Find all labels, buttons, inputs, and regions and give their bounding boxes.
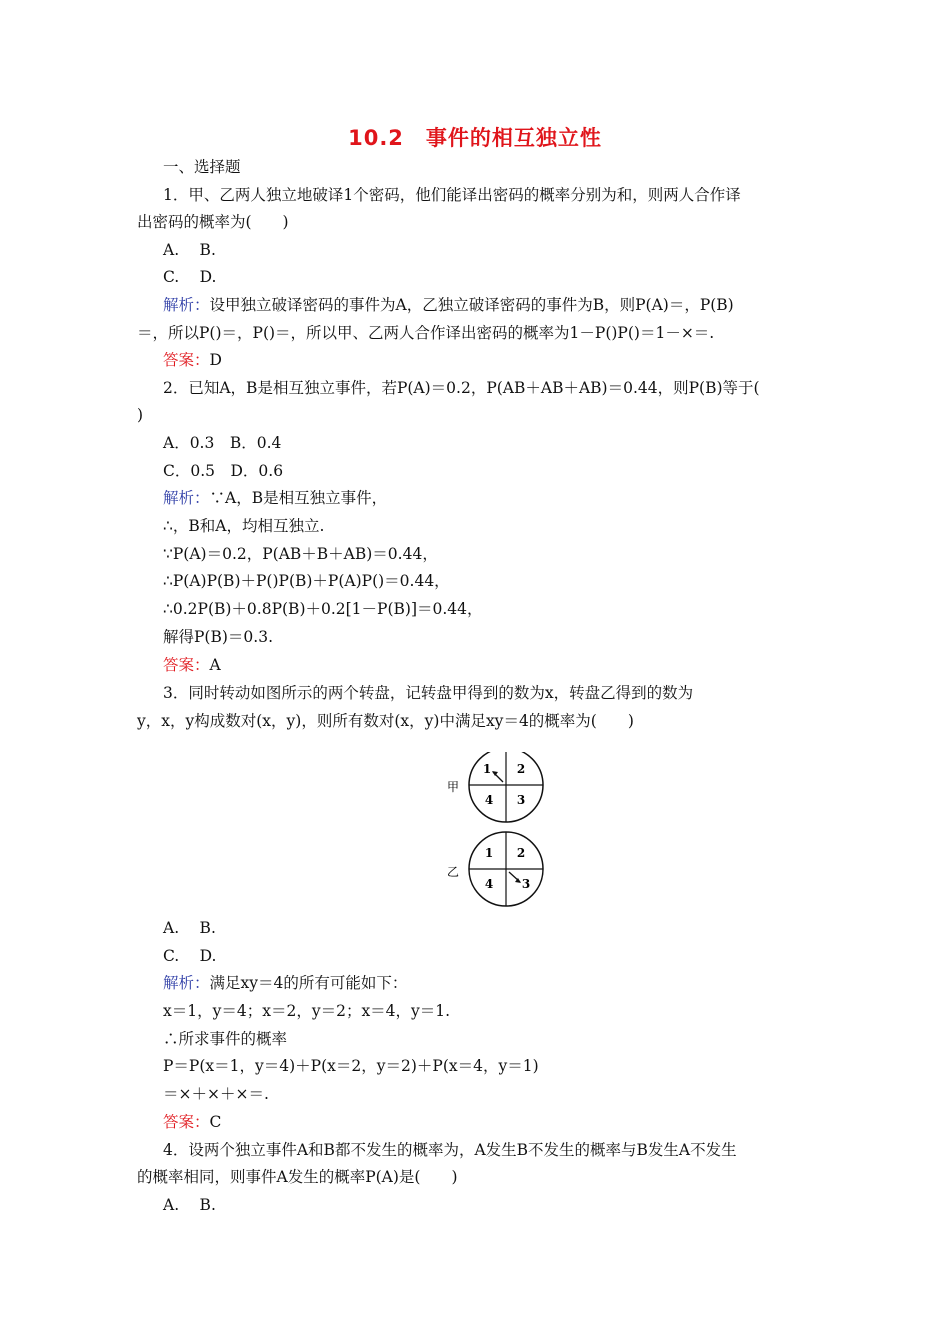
q3-solution-line5: ＝×＋×＋×＝. — [163, 1085, 269, 1103]
q1-stem-line1: 1．甲、乙两人独立地破译1个密码，他们能译出密码的概率分别为和，则两人合作译 — [163, 186, 741, 204]
q2-solution-line2: ∴，B和A，均相互独立. — [163, 517, 325, 535]
q3-stem-line2: y，x，y构成数对(x，y)，则所有数对(x，y)中满足xy＝4的概率为( ) — [137, 712, 634, 730]
q2-solution-line1: 解析：∵A，B是相互独立事件， — [163, 489, 388, 507]
q3-solution-line3: ∴所求事件的概率 — [163, 1030, 288, 1048]
q1-options-cd: C. D. — [163, 268, 217, 286]
analysis-label: 解析： — [163, 974, 210, 992]
q3-solution-line1: 解析：满足xy＝4的所有可能如下： — [163, 974, 408, 992]
q3-options-ab: A. B. — [163, 919, 216, 937]
q1-solution-line1: 解析：设甲独立破译密码的事件为A，乙独立破译密码的事件为B，则P(A)＝，P(B) — [163, 296, 734, 314]
answer-label: 答案： — [163, 1113, 210, 1131]
spinner-a-num-3: 3 — [516, 793, 526, 807]
q2-options-cd: C．0.5 D．0.6 — [163, 462, 284, 480]
answer-label: 答案： — [163, 656, 210, 674]
page-title: 10.2 事件的相互独立性 — [348, 126, 602, 150]
spinner-b-label: 乙 — [446, 865, 460, 879]
q2-options-ab: A．0.3 B．0.4 — [163, 434, 282, 452]
q1-options-ab: A. B. — [163, 241, 216, 259]
spinner-a-num-1: 1 — [482, 762, 492, 776]
q4-stem-line2: 的概率相同，则事件A发生的概率P(A)是( ) — [137, 1168, 458, 1186]
q3-solution-line4: P＝P(x＝1，y＝4)＋P(x＝2，y＝2)＋P(x＝4，y＝1) — [163, 1057, 539, 1075]
spinner-b-num-2: 2 — [516, 846, 526, 860]
q2-solution-line3: ∵P(A)＝0.2，P(AB＋B＋AB)＝0.44， — [163, 545, 438, 563]
spinner-b — [447, 832, 543, 906]
spinner-b-num-4: 4 — [484, 877, 494, 891]
q1-solution-line2: ＝，所以P()＝，P()＝，所以甲、乙两人合作译出密码的概率为1－P()P()＝1－×＝. — [137, 324, 715, 342]
q2-stem-line1: 2．已知A，B是相互独立事件，若P(A)＝0.2，P(AB＋AB＋AB)＝0.44，则P(B)等于( — [163, 379, 760, 397]
spinner-a-label: 甲 — [446, 780, 460, 794]
q2-answer: 答案：A — [163, 656, 221, 674]
spinner-a-num-2: 2 — [516, 762, 526, 776]
spinner-b-num-1: 1 — [484, 846, 494, 860]
q2-stem-line2: ) — [137, 406, 144, 424]
q3-solution-line2: x＝1，y＝4；x＝2，y＝2；x＝4，y＝1. — [163, 1002, 451, 1020]
analysis-label: 解析： — [163, 296, 210, 314]
q1-stem-line2: 出密码的概率为( ) — [137, 213, 289, 231]
q2-solution-line6: 解得P(B)＝0.3. — [163, 628, 273, 646]
section-heading: 一、选择题 — [163, 158, 241, 176]
q2-solution-line5: ∴0.2P(B)＋0.8P(B)＋0.2[1－P(B)]＝0.44， — [163, 600, 483, 618]
spinner-a-num-4: 4 — [484, 793, 494, 807]
q4-options-ab: A. B. — [163, 1196, 216, 1214]
q2-solution-line4: ∴P(A)P(B)＋P()P(B)＋P(A)P()＝0.44， — [163, 572, 450, 590]
q3-stem-line1: 3．同时转动如图所示的两个转盘，记转盘甲得到的数为x，转盘乙得到的数为 — [163, 684, 694, 702]
q4-stem-line1: 4．设两个独立事件A和B都不发生的概率为，A发生B不发生的概率与B发生A不发生 — [163, 1141, 737, 1159]
q3-answer: 答案：C — [163, 1113, 222, 1131]
spinner-figure — [440, 752, 550, 912]
q3-options-cd: C. D. — [163, 947, 217, 965]
answer-label: 答案： — [163, 351, 210, 369]
analysis-label: 解析： — [163, 489, 210, 507]
spinner-a — [447, 752, 543, 822]
q1-answer: 答案：D — [163, 351, 222, 369]
spinner-b-num-3: 3 — [521, 877, 531, 891]
